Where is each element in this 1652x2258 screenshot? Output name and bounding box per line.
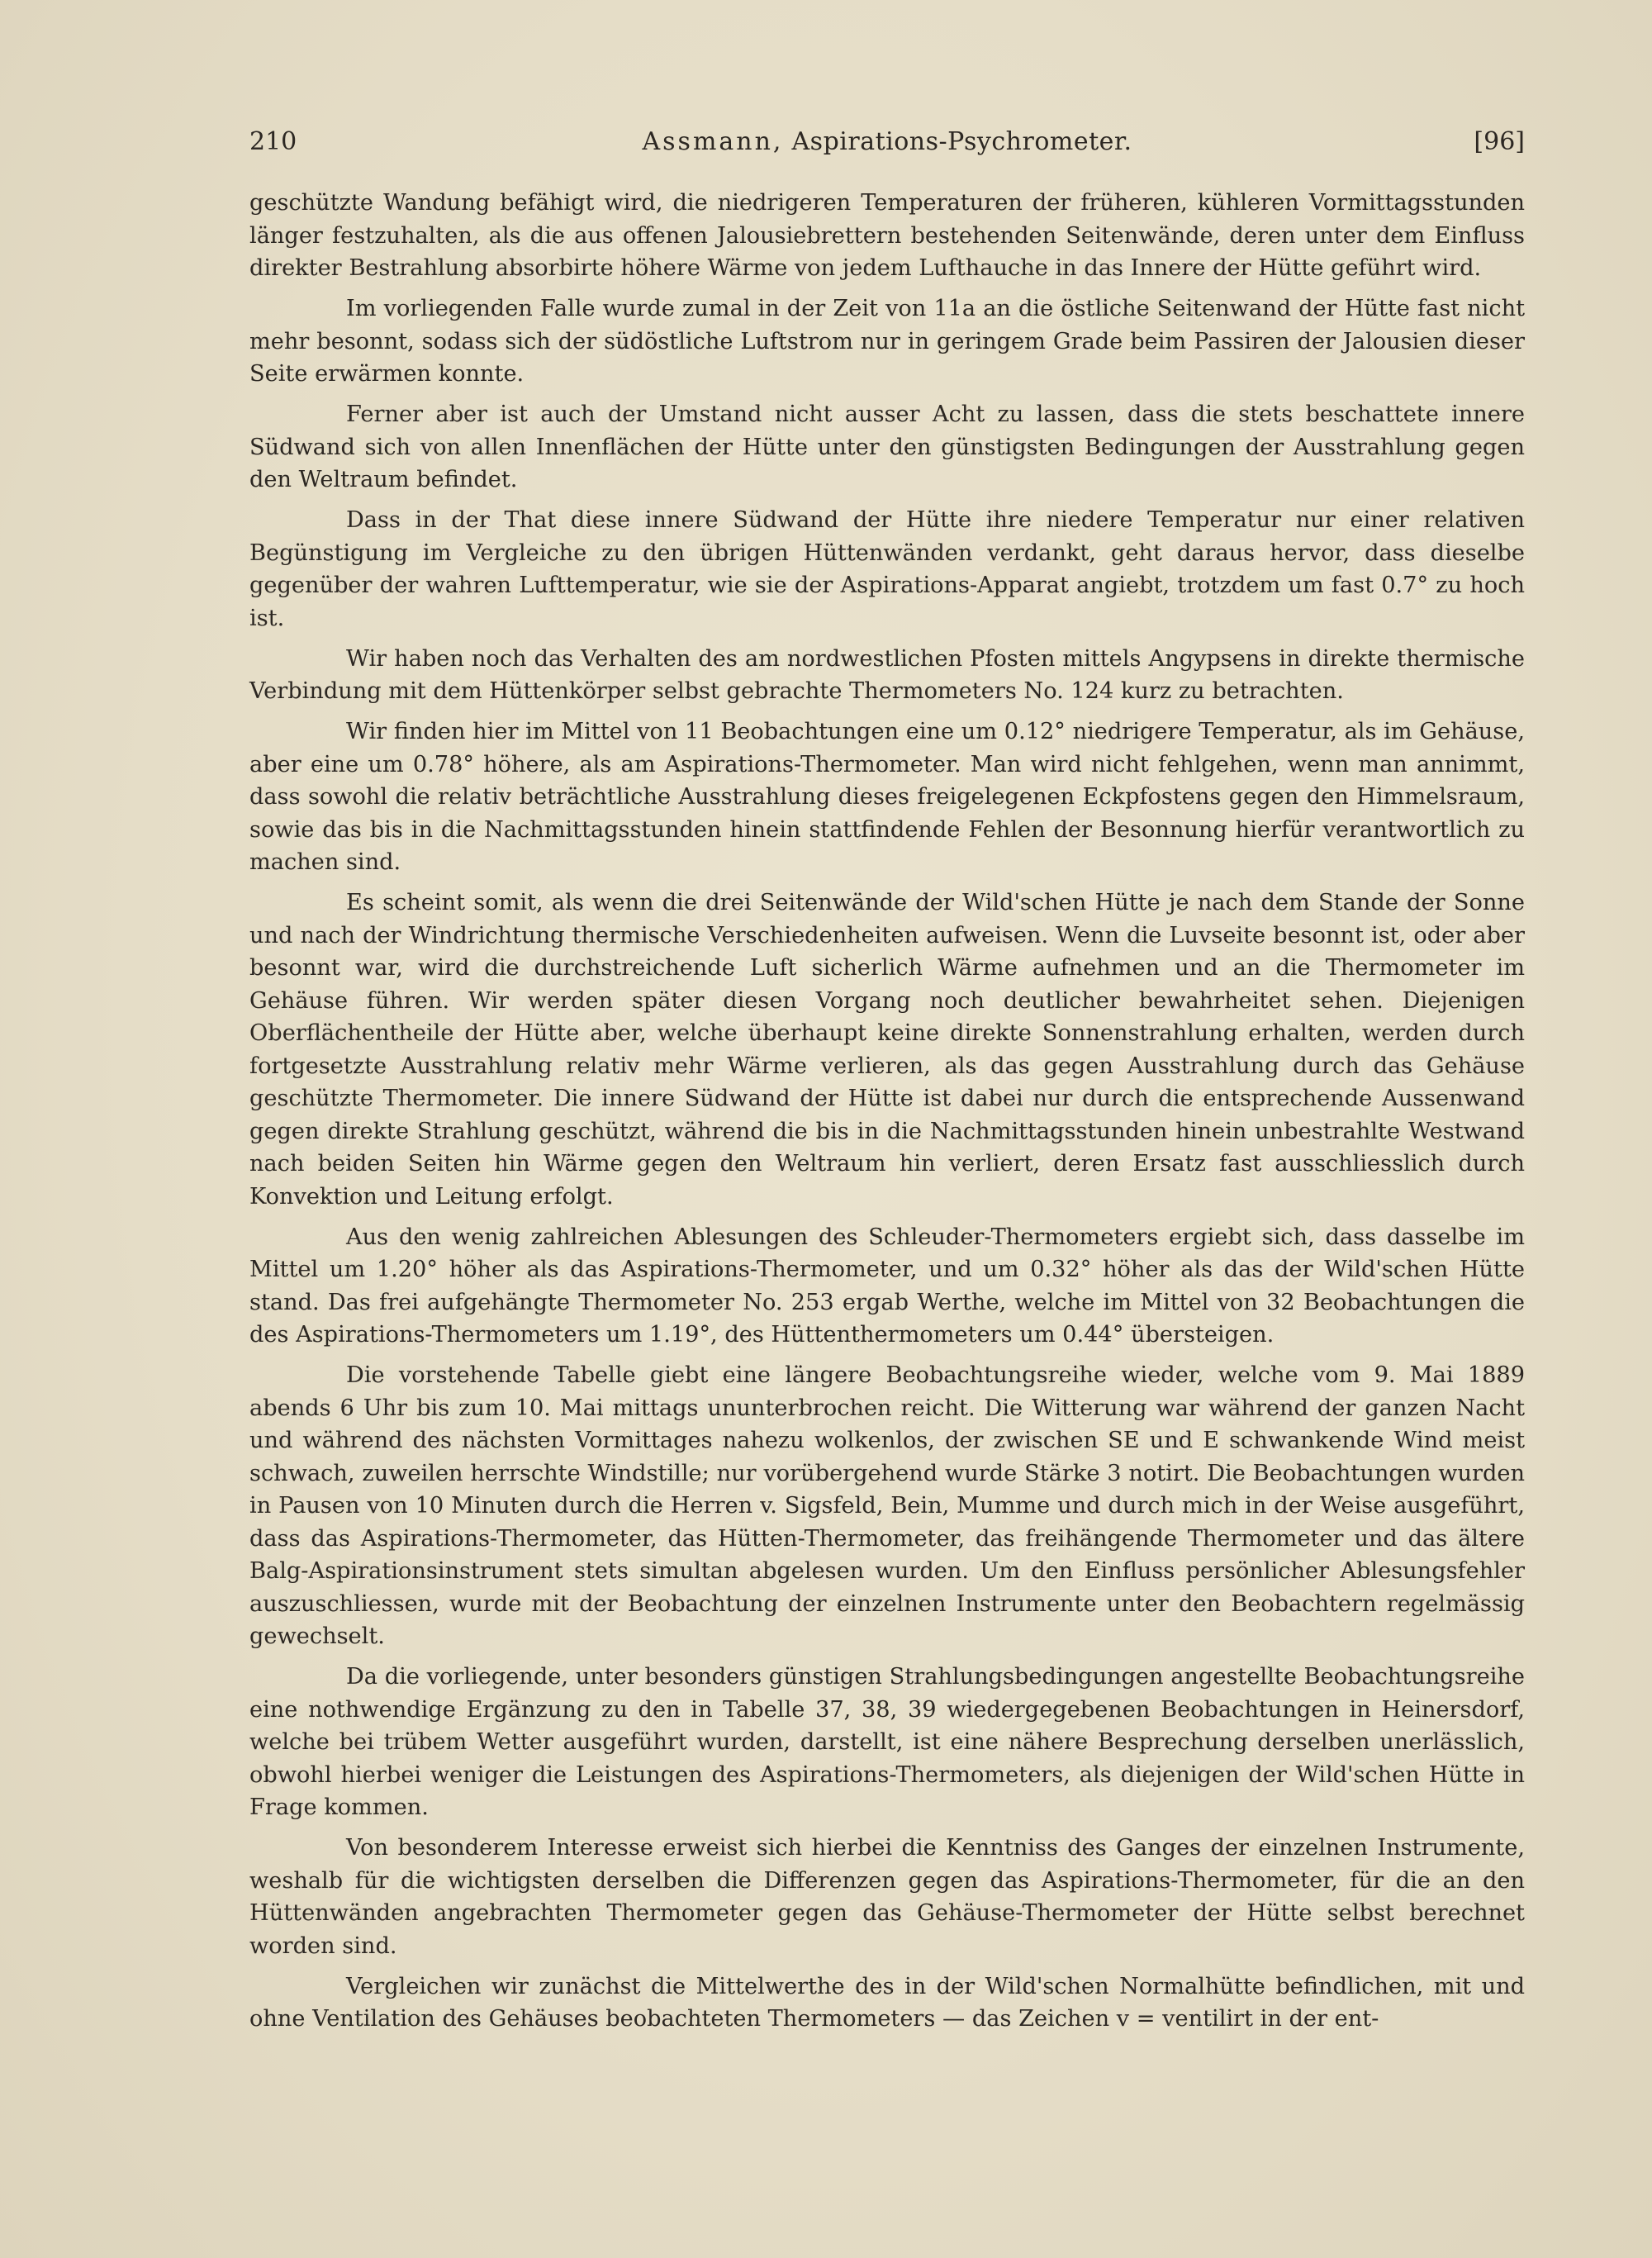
paragraph: Da die vorliegende, unter besonders günstigen Strahlungsbedingungen angestellte Beobachtungsreihe eine nothwendige Ergänzung zu den in Tabelle 37, 38, 39 wiedergegebenen Beobachtungen in Heinersdorf, welche bei trübem Wetter ausgeführt wurden, darstellt, ist eine nähere Besprechung derselben unerlässlich, obwohl hierbei weniger die Leistungen des Aspirations-Thermometers, als diejenigen der Wild'schen Hütte in Frage kommen. xyxy=(249,1664,1525,1820)
page-number: 210 xyxy=(249,127,297,156)
running-header xyxy=(249,126,1525,159)
paragraph: Wir finden hier im Mittel von 11 Beobachtungen eine um 0.12° niedrigere Temperatur, als im Gehäuse, aber eine um 0.78° höhere, als am Aspirations-Thermometer. Man wird nicht fehlgehen, wenn man annimmt, dass sowohl die relativ beträchtliche Ausstrahlung dieses freigelegenen Eckpfostens gegen den Himmelsraum, sowie das bis in die Nachmittagsstunden hinein stattfindende Fehlen der Besonnung hierfür verantwortlich zu machen sind. xyxy=(249,719,1525,875)
paragraph: geschützte Wandung befähigt wird, die niedrigeren Temperaturen der früheren, kühleren Vormittagsstunden länger festzuhalten, als die aus offenen Jalousiebrettern bestehenden Seitenwände, deren unter dem Einfluss direkter Bestrahlung absorbirte höhere Wärme von jedem Lufthauche in das Innere der Hütte geführt wird. xyxy=(249,190,1525,281)
paragraph: Im vorliegenden Falle wurde zumal in der Zeit von 11a an die östliche Seitenwand der Hütte fast nicht mehr besonnt, sodass sich der südöstliche Luftstrom nur in geringem Grade beim Passiren der Jalousien dieser Seite erwärmen konnte. xyxy=(249,296,1525,387)
running-title-text: Aspirations-Psychrometer. xyxy=(783,127,1132,156)
paragraph: Wir haben noch das Verhalten des am nordwestlichen Pfosten mittels Angypsens in direkte thermische Verbindung mit dem Hüttenkörper selbst gebrachte Thermometers No. 124 kurz zu betrachten. xyxy=(249,645,1525,704)
paragraph: Vergleichen wir zunächst die Mittelwerthe des in der Wild'schen Normalhütte befindlichen, mit und ohne Ventilation des Gehäuses beobachteten Thermometers — das Zeichen v = ventilirt in der ent- xyxy=(249,1973,1525,2032)
running-title xyxy=(249,126,1525,159)
running-title-author: Assmann, xyxy=(642,127,784,156)
body-text xyxy=(249,187,1525,2043)
paragraph: Es scheint somit, als wenn die drei Seitenwände der Wild'schen Hütte je nach dem Stande der Sonne und nach der Windrichtung thermische Verschiedenheiten aufweisen. Wenn die Luvseite besonnt ist, oder aber besonnt war, wird die durchstreichende Luft sicherlich Wärme aufnehmen und an die Thermometer im Gehäuse führen. Wir werden später diesen Vorgang noch deutlicher bewahrheitet sehen. Diejenigen Oberflächentheile der Hütte aber, welche überhaupt keine direkte Sonnenstrahlung erhalten, werden durch fortgesetzte Ausstrahlung relativ mehr Wärme verlieren, als das gegen Ausstrahlung durch das Gehäuse geschützte Thermometer. Die innere Südwand der Hütte ist dabei nur durch die entsprechende Aussenwand gegen direkte Strahlung geschützt, während die bis in die Nachmittagsstunden hinein unbestrahlte Westwand nach beiden Seiten hin Wärme gegen den Weltraum hin verliert, deren Ersatz fast ausschliesslich durch Konvektion und Leitung erfolgt. xyxy=(249,890,1525,1210)
paragraph: Aus den wenig zahlreichen Ablesungen des Schleuder-Thermometers ergiebt sich, dass dasselbe im Mittel um 1.20° höher als das Aspirations-Thermometer, und um 0.32° höher als das der Wild'schen Hütte stand. Das frei aufgehängte Thermometer No. 253 ergab Werthe, welche im Mittel von 32 Beobachtungen die des Aspirations-Thermometers um 1.19°, des Hüttenthermometers um 0.44° übersteigen. xyxy=(249,1224,1525,1348)
paragraph: Ferner aber ist auch der Umstand nicht ausser Acht zu lassen, dass die stets beschattete innere Südwand sich von allen Innenflächen der Hütte unter den günstigsten Bedingungen der Ausstrahlung gegen den Weltraum befindet. xyxy=(249,402,1525,492)
paragraph: Von besonderem Interesse erweist sich hierbei die Kenntniss des Ganges der einzelnen Instrumente, weshalb für die wichtigsten derselben die Differenzen gegen das Aspirations-Thermometer, für die an den Hüttenwänden angebrachten Thermometer gegen das Gehäuse-Thermometer der Hütte selbst berechnet worden sind. xyxy=(249,1835,1525,1959)
original-page-reference: [96] xyxy=(1474,127,1525,156)
paragraph: Die vorstehende Tabelle giebt eine längere Beobachtungsreihe wieder, welche vom 9. Mai 1889 abends 6 Uhr bis zum 10. Mai mittags ununterbrochen reicht. Die Witterung war während der ganzen Nacht und während des nächsten Vormittages nahezu wolkenlos, der zwischen SE und E schwankende Wind meist schwach, zuweilen herrschte Windstille; nur vorübergehend wurde Stärke 3 notirt. Die Beobachtungen wurden in Pausen von 10 Minuten durch die Herren v. Sigsfeld, Bein, Mumme und durch mich in der Weise ausgeführt, dass das Aspirations-Thermometer, das Hütten-Thermometer, das freihängende Thermometer und das ältere Balg-Aspirationsinstrument stets simultan abgelesen wurden. Um den Einfluss persönlicher Ablesungsfehler auszuschliessen, wurde mit der Beobachtung der einzelnen Instrumente unter den Beobachtern regelmässig gewechselt. xyxy=(249,1362,1525,1649)
paragraph: Dass in der That diese innere Südwand der Hütte ihre niedere Temperatur nur einer relativen Begünstigung im Vergleiche zu den übrigen Hüttenwänden verdankt, geht daraus hervor, dass dieselbe gegenüber der wahren Lufttemperatur, wie sie der Aspirations-Apparat angiebt, trotzdem um fast 0.7° zu hoch ist. xyxy=(249,507,1525,631)
